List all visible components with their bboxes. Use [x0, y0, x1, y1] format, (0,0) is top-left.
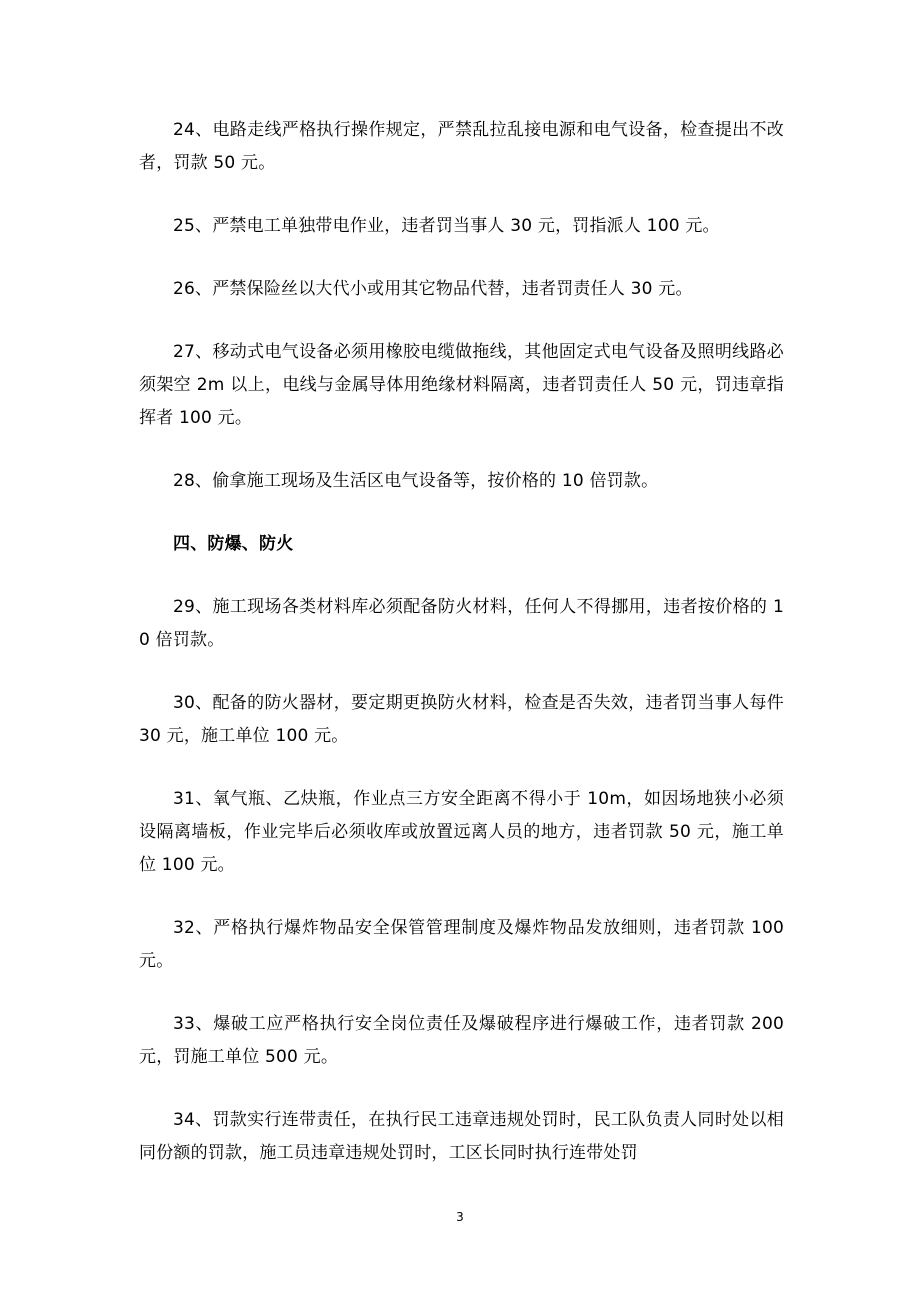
- rule-item-29: 29、施工现场各类材料库必须配备防火材料，任何人不得挪用，违者按价格的 10 倍罚款。: [139, 597, 784, 650]
- rule-item-28: 28、偷拿施工现场及生活区电气设备等，按价格的 10 倍罚款。: [173, 471, 659, 491]
- section-heading: 四、防爆、防火: [173, 534, 294, 554]
- document-body: [139, 114, 784, 1200]
- rule-item-27: 27、移动式电气设备必须用橡胶电缆做拖线，其他固定式电气设备及照明线路必须架空 2m 以上，电线与金属导体用绝缘材料隔离，违者罚责任人 50 元，罚违章指挥者 100 元。: [139, 342, 784, 428]
- rule-item-33: 33、爆破工应严格执行安全岗位责任及爆破程序进行爆破工作，违者罚款 200 元，罚施工单位 500 元。: [139, 1014, 784, 1067]
- rule-item-24: 24、电路走线严格执行操作规定，严禁乱拉乱接电源和电气设备，检查提出不改者，罚款 50 元。: [139, 120, 784, 173]
- rule-item-30: 30、配备的防火器材，要定期更换防火材料，检查是否失效，违者罚当事人每件 30 元，施工单位 100 元。: [139, 693, 784, 746]
- rule-item-32: 32、严格执行爆炸物品安全保管管理制度及爆炸物品发放细则，违者罚款 100 元。: [139, 918, 784, 971]
- rule-item-26: 26、严禁保险丝以大代小或用其它物品代替，违者罚责任人 30 元。: [173, 279, 693, 299]
- rule-item-34: 34、罚款实行连带责任，在执行民工违章违规处罚时，民工队负责人同时处以相同份额的罚款，施工员违章违规处罚时，工区长同时执行连带处罚: [139, 1110, 784, 1163]
- rule-item-25: 25、严禁电工单独带电作业，违者罚当事人 30 元，罚指派人 100 元。: [173, 216, 720, 236]
- rule-item-31: 31、氧气瓶、乙炔瓶，作业点三方安全距离不得小于 10m，如因场地狭小必须设隔离墙板，作业完毕后必须收库或放置远离人员的地方，违者罚款 50 元，施工单位 100 元。: [139, 789, 784, 875]
- page-number: 3: [456, 1210, 464, 1224]
